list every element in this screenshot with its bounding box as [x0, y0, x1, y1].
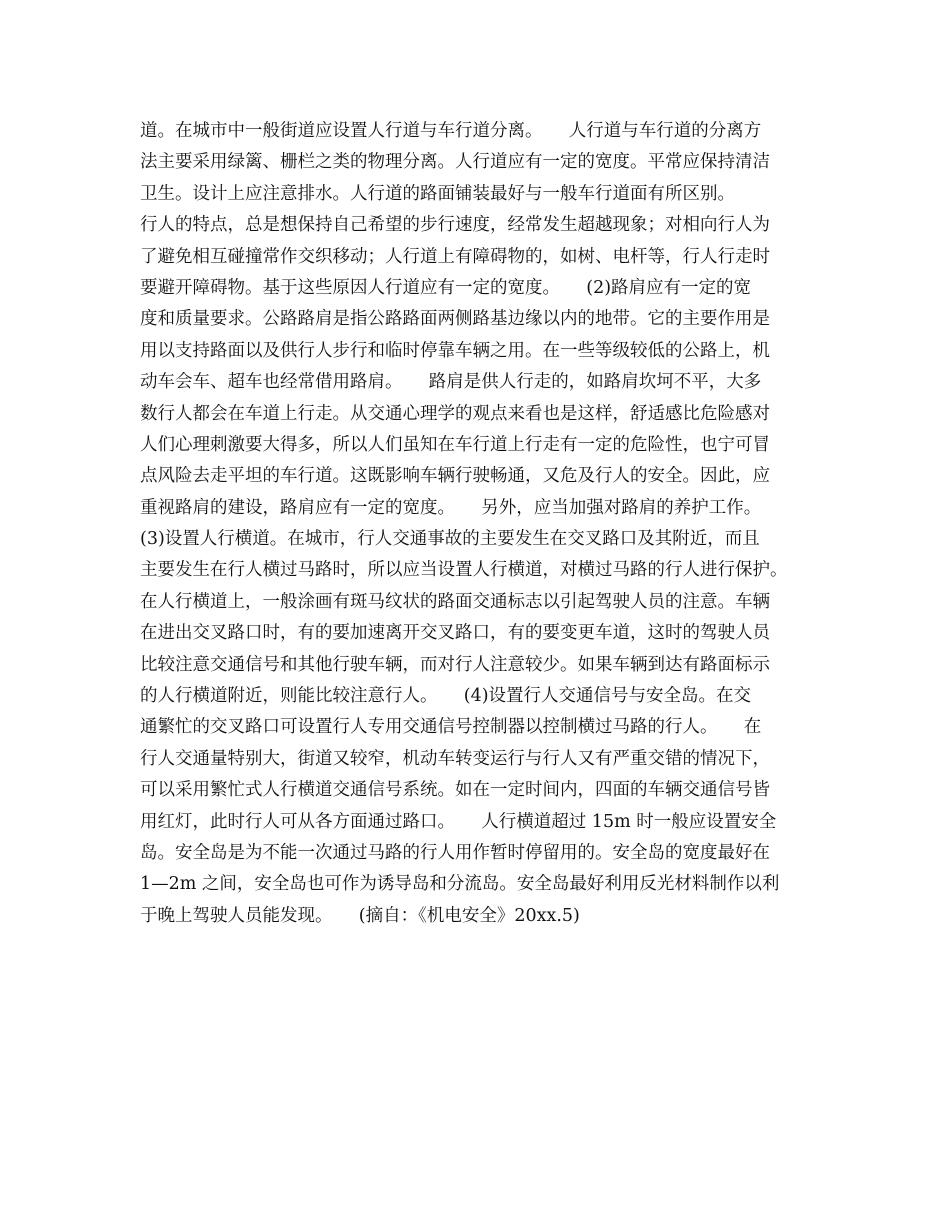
text-line: 岛。安全岛是为不能一次通过马路的行人用作暂时停留用的。安全岛的宽度最好在	[140, 842, 770, 863]
text-line: 数行人都会在车道上行走。从交通心理学的观点来看也是这样，舒适感比危险感对	[140, 403, 770, 424]
text-line: 行人的特点，总是想保持自己希望的步行速度，经常发生超越现象；对相向行人为	[140, 215, 770, 236]
text-line: 用红灯，此时行人可从各方面通过路口。 人行横道超过 15m 时一般应设置安全	[140, 811, 777, 832]
text-line: 比较注意交通信号和其他行驶车辆，而对行人注意较少。如果车辆到达有路面标示	[140, 654, 770, 675]
text-line: 点风险去走平坦的车行道。这既影响车辆行驶畅通，又危及行人的安全。因此，应	[140, 466, 770, 487]
text-line: 重视路肩的建设，路肩应有一定的宽度。 另外，应当加强对路肩的养护工作。	[140, 497, 762, 518]
text-line: 的人行横道附近，则能比较注意行人。 (4)设置行人交通信号与安全岛。在交	[140, 686, 752, 707]
text-line: 1—2m 之间，安全岛也可作为诱导岛和分流岛。安全岛最好利用反光材料制作以利	[140, 874, 780, 895]
text-line: 于晚上驾驶人员能发现。 (摘自：《机电安全》20xx.5)	[140, 905, 580, 926]
text-line: 主要发生在行人横过马路时，所以应当设置人行横道，对横过马路的行人进行保护。	[140, 560, 788, 581]
text-line: 用以支持路面以及供行人步行和临时停靠车辆之用。在一些等级较低的公路上，机	[140, 340, 770, 361]
text-line: 在人行横道上，一般涂画有斑马纹状的路面交通标志以引起驾驶人员的注意。车辆	[140, 591, 770, 612]
text-line: 动车会车、超车也经常借用路肩。 路肩是供人行走的，如路肩坎坷不平，大多	[140, 372, 762, 393]
text-line: 法主要采用绿篱、栅栏之类的物理分离。人行道应有一定的宽度。平常应保持清洁	[140, 152, 770, 173]
text-line: 人们心理刺激要大得多，所以人们虽知在车行道上行走有一定的危险性，也宁可冒	[140, 434, 770, 455]
text-line: 可以采用繁忙式人行横道交通信号系统。如在一定时间内，四面的车辆交通信号皆	[140, 780, 770, 801]
text-line: (3)设置人行横道。在城市，行人交通事故的主要发生在交叉路口及其附近，而且	[140, 529, 760, 550]
text-line: 道。在城市中一般街道应设置人行道与车行道分离。 人行道与车行道的分离方	[140, 121, 762, 141]
text-line: 要避开障碍物。基于这些原因人行道应有一定的宽度。 (2)路肩应有一定的宽	[140, 277, 752, 298]
body-text	[140, 116, 820, 932]
text-line: 行人交通量特别大，街道又较窄，机动车转变运行与行人又有严重交错的情况下，	[140, 748, 770, 769]
text-line: 在进出交叉路口时，有的要加速离开交叉路口，有的要变更车道，这时的驾驶人员	[140, 623, 770, 644]
text-line: 通繁忙的交叉路口可设置行人专用交通信号控制器以控制横过马路的行人。 在	[140, 717, 762, 738]
text-line: 卫生。设计上应注意排水。人行道的路面铺装最好与一般车行道面有所区别。	[140, 183, 735, 204]
text-line: 度和质量要求。公路路肩是指公路路面两侧路基边缘以内的地带。它的主要作用是	[140, 309, 770, 330]
text-line: 了避免相互碰撞常作交织移动；人行道上有障碍物的，如树、电杆等，行人行走时	[140, 246, 770, 267]
